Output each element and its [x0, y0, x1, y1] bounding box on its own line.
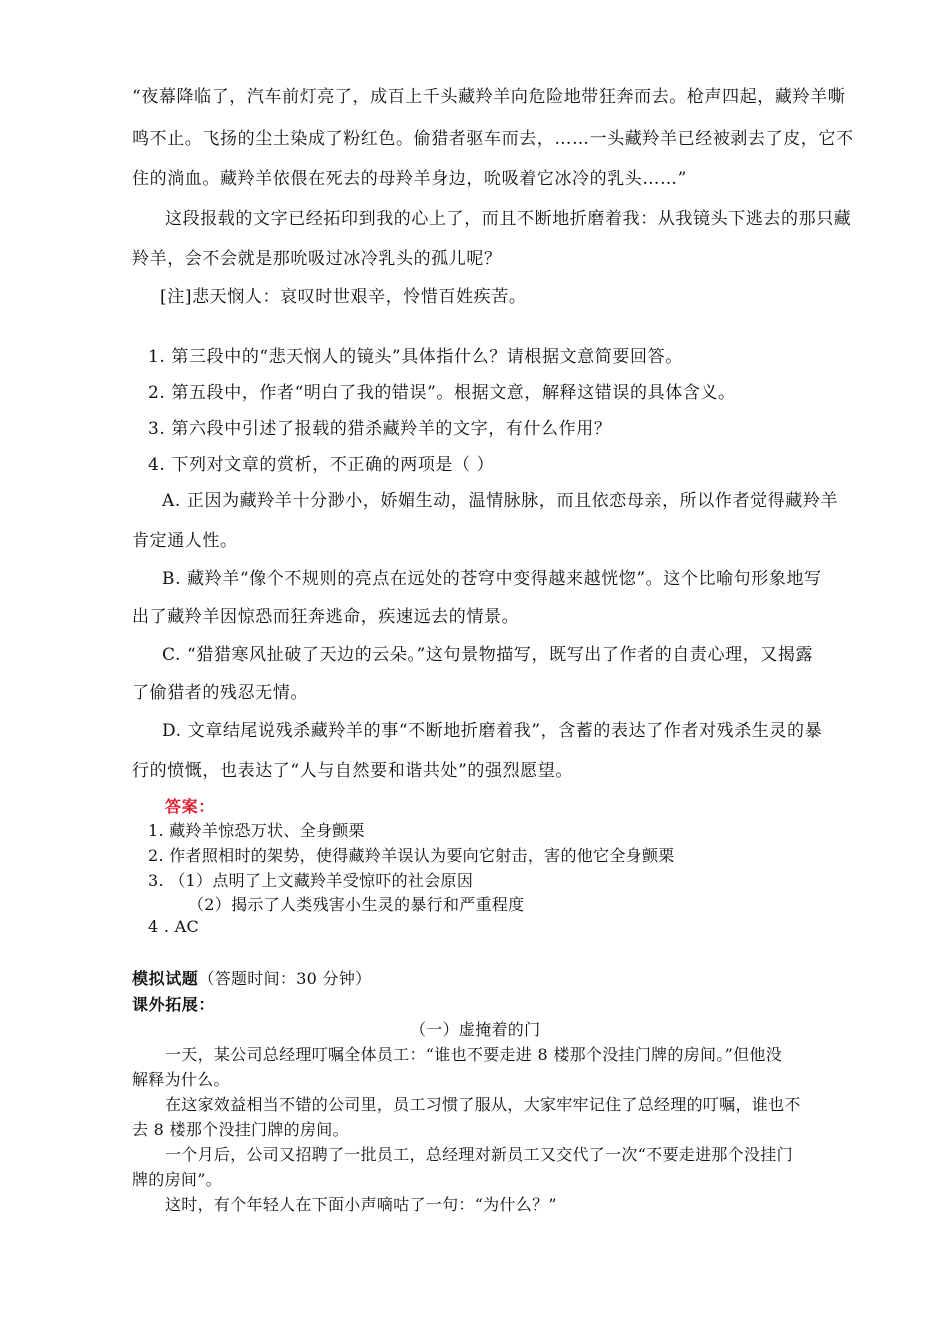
- answer-4: 4 . AC: [148, 917, 200, 936]
- story-line-1: 一天，某公司总经理叮嘱全体员工：“谁也不要走进 8 楼那个没挂门牌的房间。”但他没: [165, 1045, 783, 1064]
- mock-heading: 模拟试题: [132, 969, 199, 988]
- extension-heading: 课外拓展：: [132, 995, 216, 1014]
- mock-heading-line: [132, 966, 371, 989]
- option-d-line-1: D. 文章结尾说残杀藏羚羊的事“不断地折磨着我”，含蓄的表达了作者对残杀生灵的暴: [162, 721, 823, 741]
- answer-2: 2. 作者照相时的架势，使得藏羚羊误认为要向它射击，害的他它全身颤栗: [148, 846, 675, 865]
- story-line-4: 去 8 楼那个没挂门牌的房间。: [132, 1120, 349, 1139]
- story-line-3: 在这家效益相当不错的公司里，员工习惯了服从，大家牢牢记住了总经理的叮嘱，谁也不: [165, 1095, 801, 1114]
- answer-3-part-2: （2）揭示了人类残害小生灵的暴行和严重程度: [188, 895, 525, 914]
- question-1: 1. 第三段中的“悲天悯人的镜头”具体指什么？请根据文意简要回答。: [148, 347, 683, 367]
- answers-title: 答案：: [165, 797, 215, 816]
- reflection-line-2: 羚羊，会不会就是那吮吸过冰冷乳头的孤儿呢？: [132, 249, 502, 269]
- quote-line-3: 住的淌血。藏羚羊依偎在死去的母羚羊身边，吮吸着它冰冷的乳头……”: [132, 169, 687, 189]
- note: [注]悲天悯人：哀叹时世艰辛，怜惜百姓疾苦。: [160, 287, 527, 307]
- story-line-7: 这时，有个年轻人在下面小声嘀咕了一句：“为什么？”: [165, 1195, 557, 1214]
- option-b-line-1: B. 藏羚羊“像个不规则的亮点在远处的苍穹中变得越来越恍惚”。这个比喻句形象地写: [162, 569, 822, 589]
- story-line-2: 解释为什么。: [132, 1070, 230, 1089]
- quote-line-2: 鸣不止。飞扬的尘土染成了粉红色。偷猎者驱车而去，……一头藏羚羊已经被剥去了皮，它不: [132, 129, 854, 149]
- story-title: （一）虚掩着的门: [410, 1020, 541, 1039]
- option-a-line-1: A. 正因为藏羚羊十分渺小，娇媚生动，温情脉脉，而且依恋母亲，所以作者觉得藏羚羊: [162, 491, 839, 511]
- option-b-line-2: 出了藏羚羊因惊恐而狂奔逃命，疾速远去的情景。: [132, 607, 520, 627]
- reflection-line-1: 这段报载的文字已经拓印到我的心上了，而且不断地折磨着我：从我镜头下逃去的那只藏: [165, 209, 852, 229]
- answer-1: 1. 藏羚羊惊恐万状、全身颤栗: [148, 821, 365, 840]
- option-c-line-2: 了偷猎者的残忍无情。: [132, 683, 308, 703]
- option-d-line-2: 行的愤慨，也表达了“人与自然要和谐共处”的强烈愿望。: [132, 761, 573, 781]
- story-line-6: 牌的房间”。: [132, 1170, 222, 1189]
- answer-3: 3. （1）点明了上文藏羚羊受惊吓的社会原因: [148, 871, 474, 890]
- question-3: 3. 第六段中引述了报载的猎杀藏羚羊的文字，有什么作用？: [148, 419, 612, 439]
- option-a-line-2: 肯定通人性。: [132, 531, 238, 551]
- story-line-5: 一个月后，公司又招聘了一批员工，总经理对新员工又交代了一次“不要走进那个没挂门: [165, 1145, 793, 1164]
- option-c-line-1: C. “猎猎寒风扯破了天边的云朵。”这句景物描写，既写出了作者的自责心理，又揭露: [162, 645, 814, 665]
- mock-time: （答题时间：30 分钟）: [198, 969, 372, 988]
- question-4: 4. 下列对文章的赏析，不正确的两项是（ ）: [148, 455, 495, 475]
- quote-line-1: “夜幕降临了，汽车前灯亮了，成百上千头藏羚羊向危险地带狂奔而去。枪声四起，藏羚羊嘶: [132, 87, 846, 107]
- question-2: 2. 第五段中，作者“明白了我的错误”。根据文意，解释这错误的具体含义。: [148, 383, 736, 403]
